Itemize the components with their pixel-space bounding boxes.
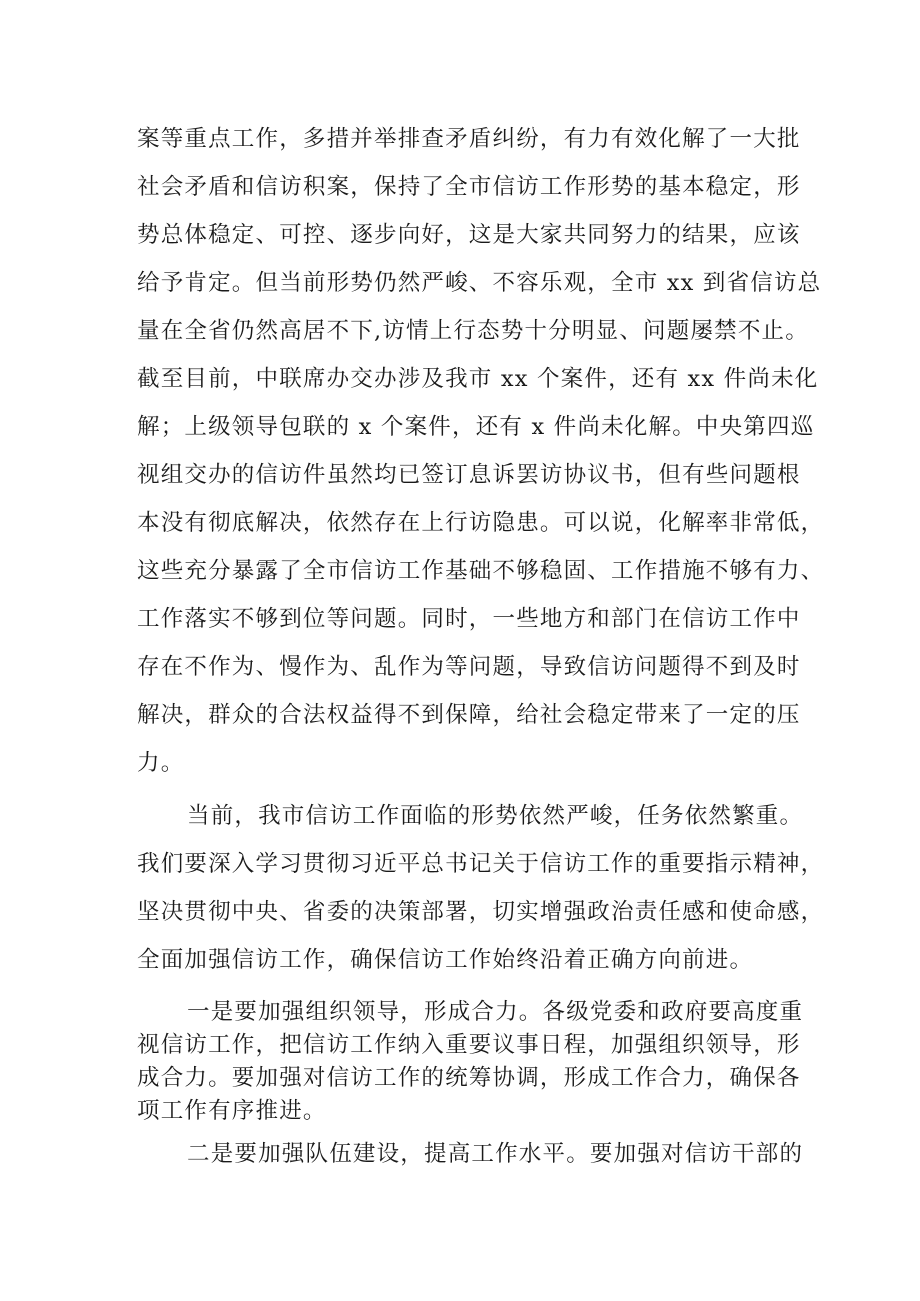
paragraph-1-line: 案等重点工作，多措并举排查矛盾纠纷，有力有效化解了一大批 xyxy=(137,126,801,152)
paragraph-1-line: 给予肯定。但当前形势仍然严峻、不容乐观，全市 xx 到省信访总 xyxy=(137,270,822,296)
paragraph-3-line: 项工作有序推进。 xyxy=(137,1098,327,1124)
paragraph-4 xyxy=(137,1130,804,1178)
paragraph-2-line: 当前，我市信访工作面临的形势依然严峻，任务依然繁重。 xyxy=(187,803,804,829)
paragraph-1-line: 这些充分暴露了全市信访工作基础不够稳固、工作措施不够有力、 xyxy=(137,558,825,584)
paragraph-3-line: 一是要加强组织领导，形成合力。各级党委和政府要高度重 xyxy=(187,999,804,1025)
paragraph-1-line: 解决，群众的合法权益得不到保障，给社会稳定带来了一定的压 xyxy=(137,702,801,728)
paragraph-1-line: 量在全省仍然高居不下,访情上行态势十分明显、问题屡禁不止。 xyxy=(137,318,809,344)
paragraph-2-line: 我们要深入学习贯彻习近平总书记关于信访工作的重要指示精神， xyxy=(137,851,825,877)
paragraph-1-line: 社会矛盾和信访积案，保持了全市信访工作形势的基本稳定，形 xyxy=(137,174,801,200)
paragraph-1-line: 视组交办的信访件虽然均已签订息诉罢访协议书，但有些问题根 xyxy=(137,462,801,488)
paragraph-3-line: 视信访工作，把信访工作纳入重要议事日程，加强组织领导，形 xyxy=(137,1032,801,1058)
paragraph-2-line: 全面加强信访工作，确保信访工作始终沿着正确方向前进。 xyxy=(137,947,754,973)
paragraph-1-line: 势总体稳定、可控、逐步向好，这是大家共同努力的结果，应该 xyxy=(137,222,801,248)
paragraph-1-line: 工作落实不够到位等问题。同时，一些地方和部门在信访工作中 xyxy=(137,606,801,632)
paragraph-2-line: 坚决贯彻中央、省委的决策部署，切实增强政治责任感和使命感， xyxy=(137,899,825,925)
paragraph-3-line: 成合力。要加强对信访工作的统筹协调，形成工作合力，确保各 xyxy=(137,1065,801,1091)
paragraph-1-line: 存在不作为、慢作为、乱作为等问题，导致信访问题得不到及时 xyxy=(137,654,801,680)
paragraph-1-line: 解；上级领导包联的 x 个案件，还有 x 件尚未化解。中央第四巡 xyxy=(137,414,815,440)
paragraph-2 xyxy=(137,792,825,984)
paragraph-1-line: 本没有彻底解决，依然存在上行访隐患。可以说，化解率非常低， xyxy=(137,510,825,536)
paragraph-3 xyxy=(137,996,804,1128)
paragraph-1-line: 截至目前，中联席办交办涉及我市 xx 个案件，还有 xx 件尚未化 xyxy=(137,366,819,392)
paragraph-1 xyxy=(137,115,825,787)
paragraph-1-line: 力。 xyxy=(137,750,185,776)
paragraph-4-line: 二是要加强队伍建设，提高工作水平。要加强对信访干部的 xyxy=(187,1141,804,1167)
